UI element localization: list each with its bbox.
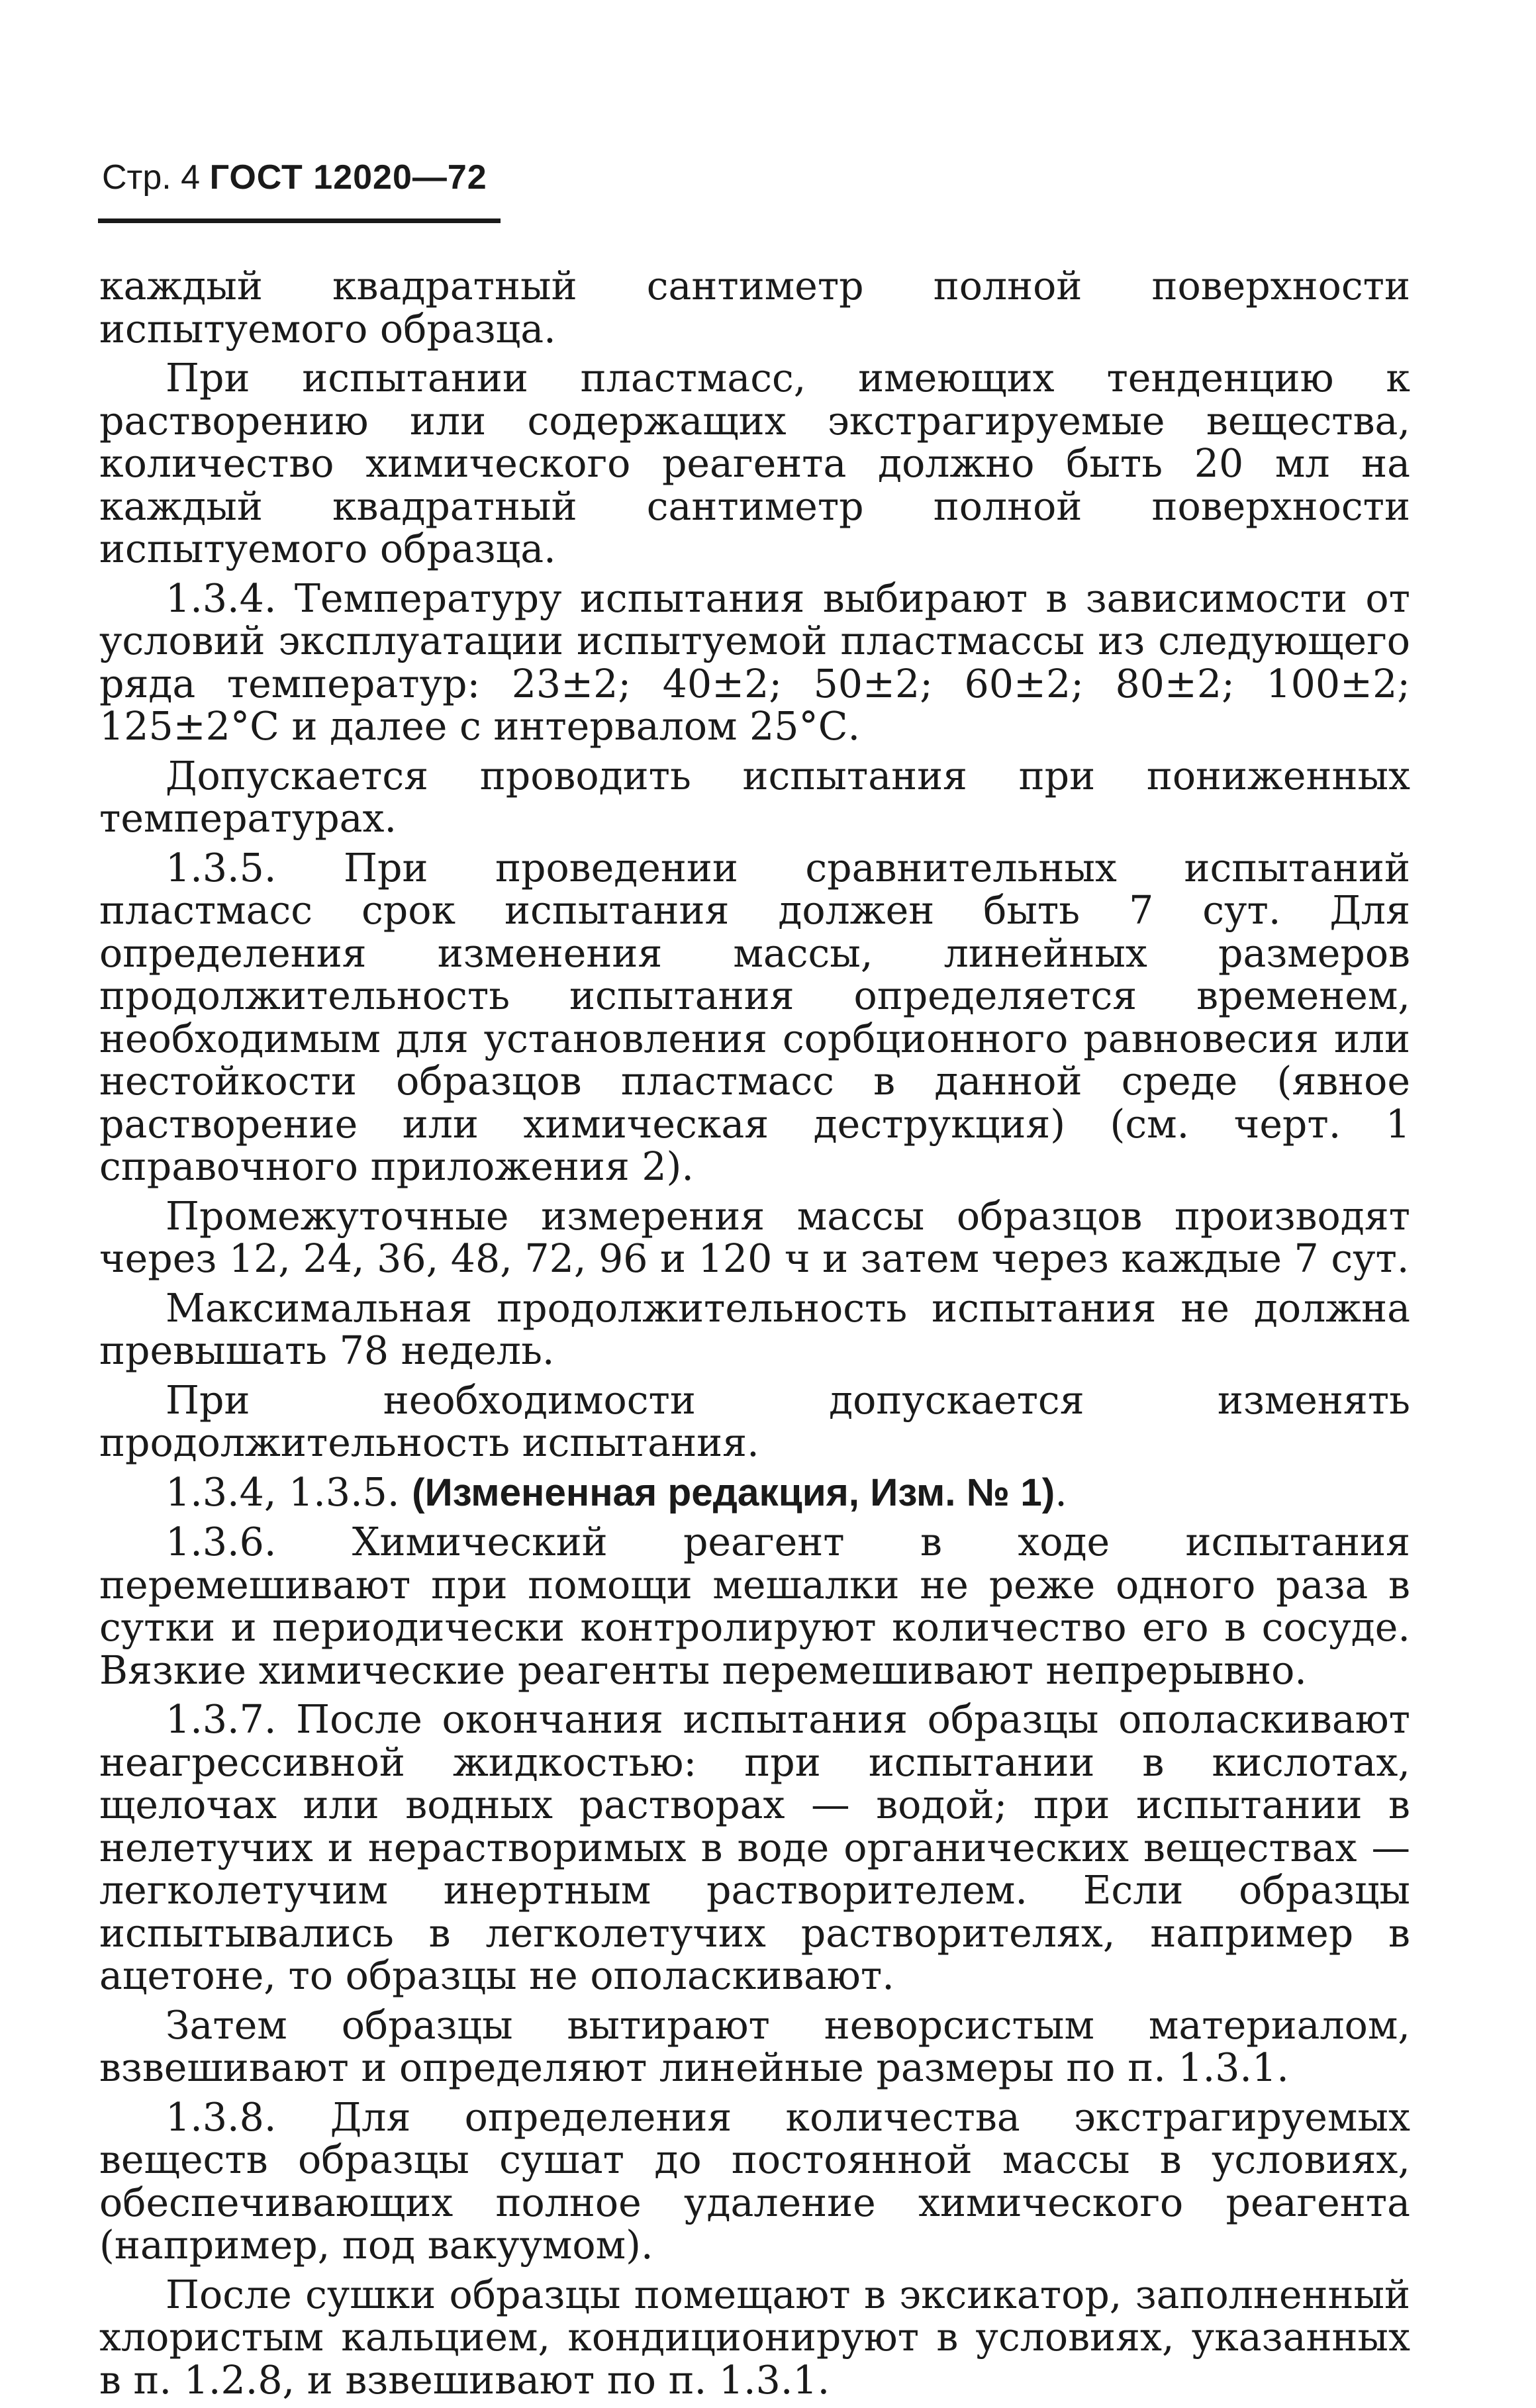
- paragraph-1-3-8: 1.3.8. Для определения количества экстрагируемых веществ образцы сушат до постоянной массы в условиях, обеспечивающих полное удаление химического реагента (например, под вакуумом).: [99, 2094, 1410, 2268]
- page-number-label: Стр. 4: [102, 158, 201, 197]
- amendment-clauses: 1.3.4, 1.3.5.: [166, 1469, 412, 1515]
- paragraph-1-3-7: 1.3.7. После окончания испытания образцы ополаскивают неагрессивной жидкостью: при испытании в кислотах, щелочах или водных растворах — водой; при испытании в нелетучих и нерастворимых в воде органических веществах — легколетучим инертным растворителем. Если образцы испытывались в легколетучих растворителях, например в ацетоне, то образцы не ополаскивают.: [99, 1697, 1410, 1998]
- paragraph-change-duration: При необходимости допускается изменять продолжительность испытания.: [99, 1377, 1410, 1465]
- standard-number: ГОСТ 12020—72: [209, 158, 487, 197]
- paragraph-continuation: каждый квадратный сантиметр полной поверхности испытуемого образца.: [99, 264, 1410, 352]
- paragraph-desiccator: После сушки образцы помещают в эксикатор, заполненный хлористым кальцием, кондиционируют в условиях, указанных в п. 1.2.8, и взвешивают по п. 1.3.1.: [99, 2272, 1410, 2403]
- amendment-label: (Измененная редакция, Изм. № 1): [412, 1470, 1055, 1514]
- paragraph-max-duration: Максимальная продолжительность испытания не должна превышать 78 недель.: [99, 1285, 1410, 1373]
- paragraph-amendment-note: [99, 1471, 1410, 1515]
- paragraph-1-3-4: 1.3.4. Температуру испытания выбирают в зависимости от условий эксплуатации испытуемой пластмассы из следующего ряда температур: 23±2; 40±2; 50±2; 60±2; 80±2; 100±2; 125±2°С и далее с интервалом 25°С.: [99, 575, 1410, 749]
- paragraph-extractable-substances: При испытании пластмасс, имеющих тенденцию к растворению или содержащих экстрагируемые вещества, количество химического реагента должно быть 20 мл на каждый квадратный сантиметр полной поверхности испытуемого образца.: [99, 356, 1410, 571]
- header-rule: [98, 218, 501, 223]
- paragraph-low-temperatures: Допускается проводить испытания при пониженных температурах.: [99, 753, 1410, 841]
- paragraph-1-3-5: 1.3.5. При проведении сравнительных испытаний пластмасс срок испытания должен быть 7 сут. Для определения изменения массы, линейных размеров продолжительность испытания определяется временем, необходимым для установления сорбционного равновесия или нестойкости образцов пластмасс в данной среде (явное растворение или химическая деструкция) (см. черт. 1 справочного приложения 2).: [99, 845, 1410, 1189]
- paragraph-intermediate-measurements: Промежуточные измерения массы образцов производят через 12, 24, 36, 48, 72, 96 и 120 ч и затем через каждые 7 сут.: [99, 1193, 1410, 1281]
- paragraph-1-3-6: 1.3.6. Химический реагент в ходе испытания перемешивают при помощи мешалки не реже одного раза в сутки и периодически контролируют количество его в сосуде. Вязкие химические реагенты перемешивают непрерывно.: [99, 1519, 1410, 1693]
- running-head: [102, 158, 487, 197]
- body-text: [99, 265, 1410, 2408]
- paragraph-wiping: Затем образцы вытирают неворсистым материалом, взвешивают и определяют линейные размеры по п. 1.3.1.: [99, 2002, 1410, 2090]
- amendment-period: .: [1055, 1469, 1067, 1515]
